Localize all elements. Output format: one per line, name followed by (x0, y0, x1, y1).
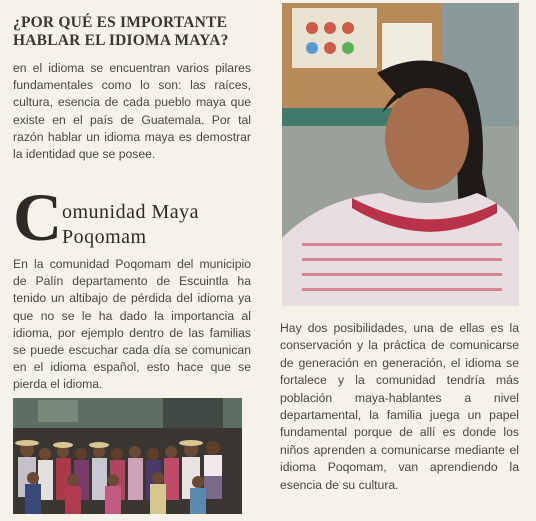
section-heading-why-important (13, 14, 258, 50)
paragraph-possibilities: Hay dos posibilidades, una de ellas es la conservación y la práctica de comunicarse de generación en generación, el idioma se fortalece y la comunidad tendría más población maya-hablantes a nivel departamental, la familia juega un papel fundamental porque de allí es donde los niños aprenden a comunicarse mediante el idioma Poqomam, van aprendiendo la esencia de su cultura. (280, 321, 519, 492)
heading-community-line-1: omunidad Maya (62, 201, 200, 223)
heading-line-2: HABLAR EL IDIOMA MAYA? (13, 32, 229, 49)
heading-line-1: ¿POR QUÉ ES IMPORTANTE (13, 14, 228, 31)
section-heading-community (62, 200, 252, 250)
paragraph-importance: en el idioma se encuentran varios pilares fundamentales como lo son: las raíces, cultura, esencia de cada pueblo maya que existe en el país de Guatemala. Por tal razón hablar un idioma maya es demostrar la identidad que se posee. (13, 61, 251, 162)
portrait-photo (282, 3, 519, 306)
paragraph-community: En la comunidad Poqomam del municipio de Palín departamento de Escuintla ha tenido un altibajo de pérdida del idioma ya que no se le ha dado la importancia al idioma, por ejemplo dentro de las familias se puede escuchar cada día se comunican en el idioma español, esto hace que se pierda el idioma. (13, 257, 251, 392)
heading-community-line-2: Poqomam (62, 226, 147, 248)
drop-cap-letter: C (13, 179, 63, 255)
group-photo (13, 398, 242, 514)
